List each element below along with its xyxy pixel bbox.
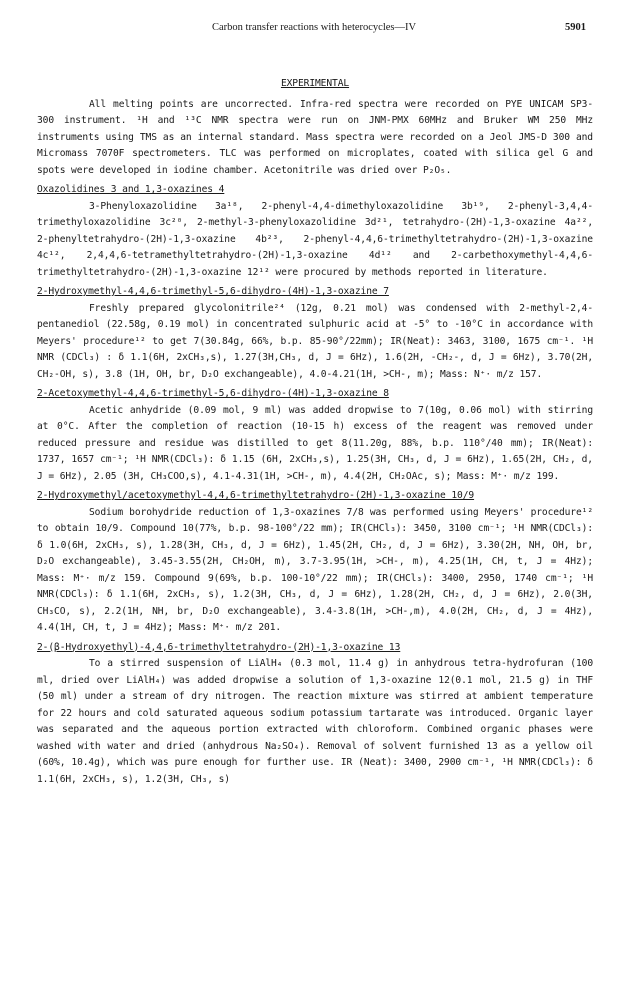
section-paragraph: Sodium borohydride reduction of 1,3-oxazines 7/8 was performed using Meyers' procedure¹² to obtain 10/9. Compound 10(77%, b.p. 98-100°/22 mm); IR(CHCl₃): 3450, 3100 cm⁻¹; ¹H NMR(CDCl₃): δ 1.0(6H, 2xCH₃, s), 1.28(3H, CH₃, d, J = 6Hz), 1.45(2H, CH₂, d, J = 6Hz), 3.30(2H, NH, OH, br, D₂O exchangeable), 3.45-3.55(2H, CH₂OH, m), 3.7-3.95(1H, >CH-, m), 4.25(1H, CH, t, J = 4Hz); Mass: M⁺· m/z 159. Compound 9(69%, b.p. 100-10°/22 mm); IR(CHCl₃): 3400, 2950, 1740 cm⁻¹; ¹H NMR(CDCl₃): δ 1.1(6H, 2xCH₃, s), 1.2(3H, CH₃, d, J = 6Hz), 1.28(2H, CH₂, d, J = 6Hz), 2.0(3H, CH₃CO, s), 2.2(1H, NH, br, D₂O exchangeable), 3.4-3.8(1H, >CH-,m), 4.0(2H, CH₂, d, J = 4Hz), 4.4(1H, CH, t, J = 4Hz); Mass: M⁺· m/z 201. (37, 506, 593, 633)
section-heading: 2-Hydroxymethyl/acetoxymethyl-4,4,6-trimethyltetrahydro-(2H)-1,3-oxazine 10/9 (37, 490, 475, 501)
section-heading: 2-(β-Hydroxyethyl)-4,4,6-trimethyltetrahydro-(2H)-1,3-oxazine 13 (37, 641, 401, 653)
section-title: EXPERIMENTAL (280, 78, 350, 89)
section-paragraph: 3-Phenyloxazolidine 3a¹⁸, 2-phenyl-4,4-dimethyloxazolidine 3b¹⁹, 2-phenyl-3,4,4-trimethyloxazolidine 3c²⁰, 2-methyl-3-phenyloxazolidine 3d²¹, tetrahydro-(2H)-1,3-oxazine 4a²², 2-phenyltetrahydro-(2H)-1,3-oxazine 4b²³, 2-phenyl-4,4,6-trimethyltetrahydro-(2H)-1,3-oxazine 4c¹², 2,4,4,6-tetramethyltetrahydro-(2H)-1,3-oxazine 4d¹² and 2-carbethoxymethyl-4,4,6-trimethyltetrahydro-(2H)-1,3-oxazine 12¹² were procured by methods reported in literature. (37, 200, 593, 278)
section-heading: 2-Acetoxymethyl-4,4,6-trimethyl-5,6-dihydro-(4H)-1,3-oxazine 8 (37, 388, 389, 399)
section-paragraph: To a stirred suspension of LiAlH₄ (0.3 mol, 11.4 g) in anhydrous tetra-hydrofuran (100 ml, dried over LiAlH₄) was added dropwise a solution of 1,3-oxazine 12(0.1 mol, 21.5 g) in THF (50 ml) under a stream of dry nitrogen. The reaction mixture was stirred at ambient temperature for 22 hours and cold saturated aqueous sodium potassium tartarate was introduced. Organic layer was separated and the aqueous portion extracted with chloroform. Combined organic phases were washed with water and dried (anhydrous Na₂SO₄). Removal of solvent furnished 13 as a yellow oil (60%, 10.4g), which was pure enough for further use. IR (Neat): 3400, 2900 cm⁻¹, ¹H NMR(CDCl₃): δ 1.1(6H, 2xCH₃, s), 1.2(3H, CH₃, s) (37, 658, 593, 785)
page-header (0, 22, 624, 42)
page-number: 5901 (565, 22, 586, 33)
section-heading: Oxazolidines 3 and 1,3-oxazines 4 (37, 184, 225, 195)
intro-paragraph: All melting points are uncorrected. Infra-red spectra were recorded on PYE UNICAM SP3-300 instrument. ¹H and ¹³C NMR spectra were run on JNM-PMX 60MHz and Bruker WM 250 MHz instruments using TMS as an internal standard. Mass spectra were recorded on a Jeol JMS-D 300 and Micromass 7070F spectrometers. TLC was performed on microplates, coated with silica gel G and spots were developed in iodine chamber. Acetonitrile was dried over P₂O₅. (37, 98, 593, 176)
experimental-section (37, 76, 593, 791)
section-heading: 2-Hydroxymethyl-4,4,6-trimethyl-5,6-dihydro-(4H)-1,3-oxazine 7 (37, 286, 389, 297)
section-paragraph: Acetic anhydride (0.09 mol, 9 ml) was added dropwise to 7(10g, 0.06 mol) with stirring at 0°C. After the completion of reaction (10-15 h) excess of the reagent was removed under reduced pressure and residue was distilled to get 8(11.20g, 88%, b.p. 110°/40 mm); IR(Neat): 1737, 1657 cm⁻¹; ¹H NMR(CDCl₃): δ 1.15 (6H, 2xCH₃,s), 1.25(3H, CH₃, d, J = 6Hz), 1.65(2H, CH₂, d, J = 6Hz), 2.05 (3H, CH₃COO,s), 4.1-4.31(1H, >CH-, m), 4.4(2H, CH₂OAc, s); Mass: M⁺· m/z 199. (37, 404, 593, 482)
running-title: Carbon transfer reactions with heterocycles—IV (212, 22, 417, 33)
section-paragraph: Freshly prepared glycolonitrile²⁴ (12g, 0.21 mol) was condensed with 2-methyl-2,4-pentanediol (22.58g, 0.19 mol) in concentrated sulphuric acid at -5° to -10°C in accordance with Meyers' procedure¹² to get 7(30.84g, 66%, b.p. 85-90°/22mm); IR(Neat): 3463, 3100, 1675 cm⁻¹. ¹H NMR (CDCl₃) : δ 1.1(6H, 2xCH₃,s), 1.27(3H,CH₃, d, J = 6Hz), 1.6(2H, -CH₂-, d, J = 6Hz), 3.70(2H, CH₂-OH, s), 3.8 (1H, OH, br, D₂O exchangeable), 4.0-4.21(1H, >CH-, m); Mass: N⁺· m/z 157. (37, 302, 593, 380)
